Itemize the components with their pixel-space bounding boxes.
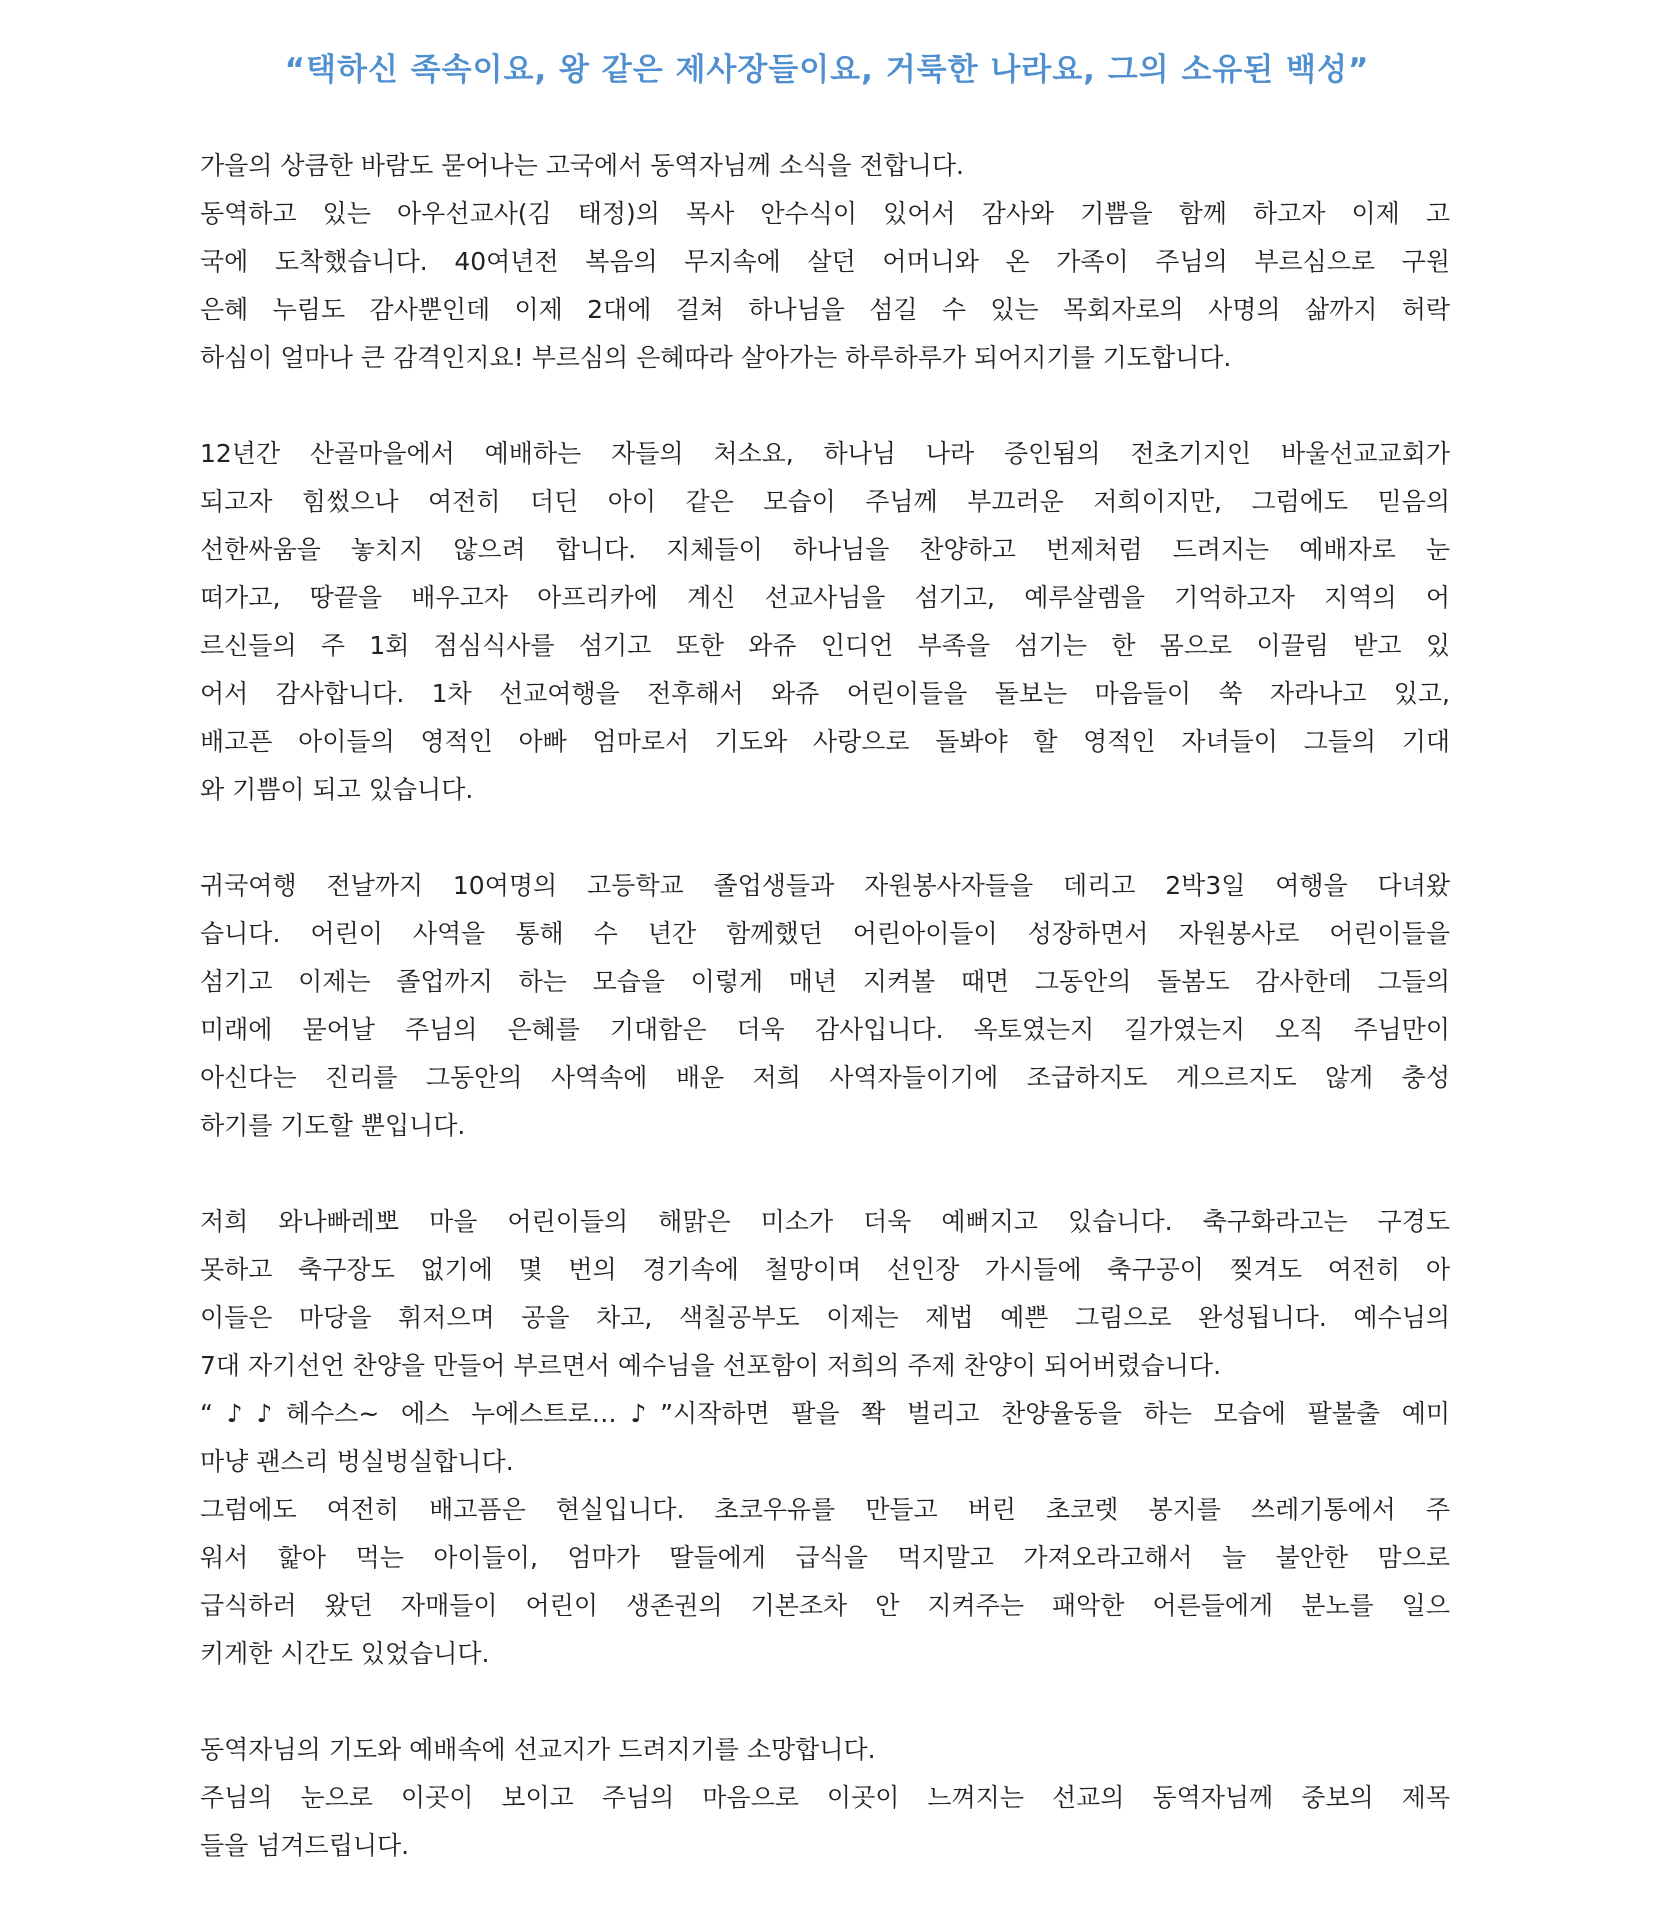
text-line: 마냥 괜스리 벙실벙실합니다.: [200, 1447, 514, 1476]
page-title: “택하신 족속이요, 왕 같은 제사장들이요, 거룩한 나라요, 그의 소유된 백성”: [284, 52, 1370, 88]
letter-body: [200, 142, 1450, 1918]
text-line: 섬기고 이제는 졸업까지 하는 모습을 이렇게 매년 지켜볼 때면 그동안의 돌봄도 감사한데 그들의: [200, 967, 1450, 996]
text-line: 어서 감사합니다. 1차 선교여행을 전후해서 와쥬 어린이들을 돌보는 마음들이 쑥 자라나고 있고,: [200, 679, 1450, 708]
text-line: 미래에 묻어날 주님의 은혜를 기대함은 더욱 감사입니다. 옥토였는지 길가였는지 오직 주님만이: [200, 1015, 1450, 1044]
paragraph-3: [200, 862, 1450, 1150]
text-line: 국에 도착했습니다. 40여년전 복음의 무지속에 살던 어머니와 온 가족이 주님의 부르심으로 구원: [200, 247, 1450, 276]
text-line: 배고픈 아이들의 영적인 아빠 엄마로서 기도와 사랑으로 돌봐야 할 영적인 자녀들이 그들의 기대: [200, 727, 1450, 756]
text-line: 되고자 힘썼으나 여전히 더딘 아이 같은 모습이 주님께 부끄러운 저희이지만, 그럼에도 믿음의: [200, 487, 1450, 516]
text-line: 동역하고 있는 아우선교사(김 태정)의 목사 안수식이 있어서 감사와 기쁨을 함께 하고자 이제 고: [200, 199, 1450, 228]
text-line: 아신다는 진리를 그동안의 사역속에 배운 저희 사역자들이기에 조급하지도 게으르지도 않게 충성: [200, 1063, 1450, 1092]
text-line: 저희 와나빠레뽀 마을 어린이들의 해맑은 미소가 더욱 예뻐지고 있습니다. 축구화라고는 구경도: [200, 1207, 1450, 1236]
text-line: 하기를 기도할 뿐입니다.: [200, 1111, 466, 1140]
paragraph-5: [200, 1726, 1450, 1870]
text-line: 르신들의 주 1회 점심식사를 섬기고 또한 와쥬 인디언 부족을 섬기는 한 몸으로 이끌림 받고 있: [200, 631, 1450, 660]
paragraph-4: [200, 1198, 1450, 1678]
text-line: 그럼에도 여전히 배고픔은 현실입니다. 초코우유를 만들고 버린 초코렛 봉지를 쓰레기통에서 주: [200, 1495, 1450, 1524]
text-line: 급식하러 왔던 자매들이 어린이 생존권의 기본조차 안 지켜주는 패악한 어른들에게 분노를 일으: [200, 1591, 1450, 1620]
text-line: 가을의 상큼한 바람도 묻어나는 고국에서 동역자님께 소식을 전합니다.: [200, 151, 964, 180]
text-line: “♪♪헤수스~ 에스 누에스트로…♪”시작하면 팔을 쫙 벌리고 찬양율동을 하는 모습에 팔불출 예미: [200, 1399, 1450, 1428]
text-line: 키게한 시간도 있었습니다.: [200, 1639, 490, 1668]
text-line: 들을 넘겨드립니다.: [200, 1831, 410, 1860]
text-line: 와 기쁨이 되고 있습니다.: [200, 775, 474, 804]
paragraph-1: [200, 142, 1450, 382]
text-line: 습니다. 어린이 사역을 통해 수 년간 함께했던 어린아이들이 성장하면서 자원봉사로 어린이들을: [200, 919, 1450, 948]
paragraph-2: [200, 430, 1450, 814]
text-line: 귀국여행 전날까지 10여명의 고등학교 졸업생들과 자원봉사자들을 데리고 2박3일 여행을 다녀왔: [200, 871, 1450, 900]
text-line: 7대 자기선언 찬양을 만들어 부르면서 예수님을 선포함이 저희의 주제 찬양이 되어버렸습니다.: [200, 1351, 1222, 1380]
text-line: 12년간 산골마을에서 예배하는 자들의 처소요, 하나님 나라 증인됨의 전초기지인 바울선교교회가: [200, 439, 1450, 468]
text-line: 워서 핥아 먹는 아이들이, 엄마가 딸들에게 급식을 먹지말고 가져오라고해서 늘 불안한 맘으로: [200, 1543, 1450, 1572]
text-line: 선한싸움을 놓치지 않으려 합니다. 지체들이 하나님을 찬양하고 번제처럼 드려지는 예배자로 눈: [200, 535, 1450, 564]
text-line: 떠가고, 땅끝을 배우고자 아프리카에 계신 선교사님을 섬기고, 예루살렘을 기억하고자 지역의 어: [200, 583, 1450, 612]
text-line: 동역자님의 기도와 예배속에 선교지가 드려지기를 소망합니다.: [200, 1735, 876, 1764]
text-line: 이들은 마당을 휘저으며 공을 차고, 색칠공부도 이제는 제법 예쁜 그림으로 완성됩니다. 예수님의: [200, 1303, 1450, 1332]
text-line: 주님의 눈으로 이곳이 보이고 주님의 마음으로 이곳이 느껴지는 선교의 동역자님께 중보의 제목: [200, 1783, 1450, 1812]
text-line: 못하고 축구장도 없기에 몇 번의 경기속에 철망이며 선인장 가시들에 축구공이 찢겨도 여전히 아: [200, 1255, 1450, 1284]
text-line: 하심이 얼마나 큰 감격인지요! 부르심의 은혜따라 살아가는 하루하루가 되어지기를 기도합니다.: [200, 343, 1232, 372]
text-line: 은혜 누림도 감사뿐인데 이제 2대에 걸쳐 하나님을 섬길 수 있는 목회자로의 사명의 삶까지 허락: [200, 295, 1450, 324]
